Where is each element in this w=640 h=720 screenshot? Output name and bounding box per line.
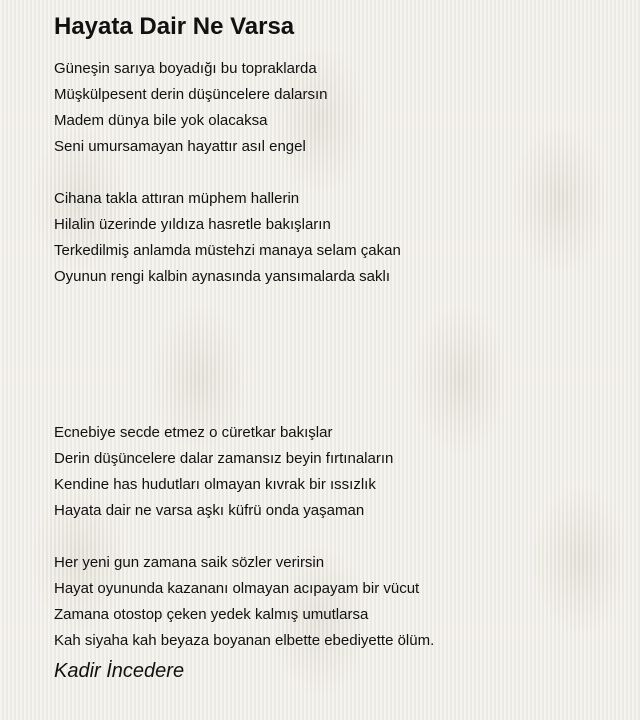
stanza-3: [54, 420, 624, 524]
poem-card: [54, 12, 624, 654]
poem-title: Hayata Dair Ne Varsa: [54, 13, 295, 40]
stanza-break: [54, 524, 624, 550]
poem-line: Derin düşüncelere dalar zamansız beyin fırtınaların: [54, 450, 394, 467]
poem-line: Seni umursamayan hayattır asıl engel: [54, 138, 306, 155]
poem-line: Kendine has hudutları olmayan kıvrak bir ıssızlık: [54, 476, 376, 493]
poem-line: Zamana otostop çeken yedek kalmış umutlarsa: [54, 606, 369, 623]
poem-author: Kadir İncedere: [54, 660, 185, 682]
poem-line: Hayat oyununda kazananı olmayan acıpayam bir vücut: [54, 580, 420, 597]
poem-line: Hilalin üzerinde yıldıza hasretle bakışların: [54, 216, 331, 233]
poem-line: Müşkülpesent derin düşüncelere dalarsın: [54, 86, 328, 103]
poem-line: Kah siyaha kah beyaza boyanan elbette ebediyette ölüm.: [54, 632, 435, 649]
poem-line: Oyunun rengi kalbin aynasında yansımalarda saklı: [54, 268, 391, 285]
poem-line: Ecnebiye secde etmez o cüretkar bakışlar: [54, 424, 333, 441]
stanza-2: [54, 186, 624, 290]
poem-line: Terkedilmiş anlamda müstehzi manaya selam çakan: [54, 242, 401, 259]
poem-line: Her yeni gun zamana saik sözler verirsin: [54, 554, 325, 571]
stanza-4: [54, 550, 624, 654]
poem-line: Cihana takla attıran müphem hallerin: [54, 190, 300, 207]
stanza-break: [54, 160, 624, 186]
stanza-1: [54, 56, 624, 160]
poem-line: Madem dünya bile yok olacaksa: [54, 112, 268, 129]
poem-line: Güneşin sarıya boyadığı bu topraklarda: [54, 60, 317, 77]
stanza-break-large: [54, 290, 624, 420]
poem-line: Hayata dair ne varsa aşkı küfrü onda yaşaman: [54, 502, 365, 519]
